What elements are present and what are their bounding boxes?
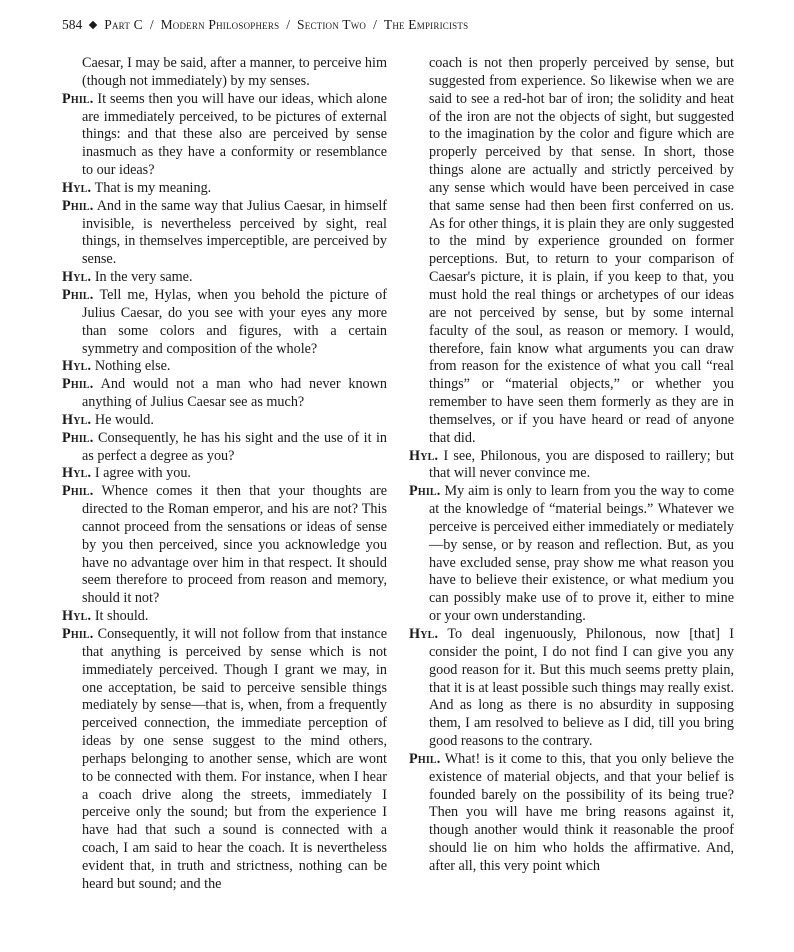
dialogue-text: Whence comes it then that your thoughts are directed to the Roman emperor, and his are not? This cannot proceed from the sensations or ideas of sense by you then perceived, since you acknowledge you have no advantage over him in that respect. It should seem therefore to proceed from reason and memory, should it not?	[82, 483, 388, 607]
speaker-label: Phil.	[62, 429, 94, 446]
dialogue-text: It should.	[94, 608, 149, 625]
header-part: Part C	[104, 17, 143, 32]
dialogue-paragraph	[62, 376, 387, 412]
header-separator: /	[149, 17, 154, 32]
header-section: Section Two	[297, 17, 367, 32]
dialogue-paragraph	[409, 626, 734, 751]
dialogue-paragraph	[409, 483, 734, 626]
dialogue-text: He would.	[94, 411, 154, 428]
dialogue-paragraph	[62, 91, 387, 180]
dialogue-text: And in the same way that Julius Caesar, in himself invisible, is nevertheless perceived by sight, real things, in themselves imperceptible, are perceived by sense.	[82, 197, 387, 268]
dialogue-paragraph	[409, 448, 734, 484]
speaker-label: Hyl.	[62, 179, 92, 196]
dialogue-paragraph	[62, 412, 387, 430]
dialogue-paragraph	[62, 465, 387, 483]
speaker-label: Hyl.	[62, 608, 92, 625]
speaker-label: Phil.	[62, 197, 94, 214]
dialogue-text: To deal ingenuously, Philonous, now [that] I consider the point, I do not find I can give you any good reason for it. But this much seems pretty plain, that it is at least possible such things may really exist. And as long as there is no absurdity in supposing them, I am resolved to believe as I did, till you bring good reasons to the contrary.	[429, 626, 734, 750]
left-column	[62, 55, 387, 894]
right-column	[409, 55, 734, 876]
speaker-label: Hyl.	[62, 465, 92, 482]
dialogue-text: It seems then you will have our ideas, which alone are immediately perceived, to be pictures of external things: and that these also are perceived by sense inasmuch as they have a conformity or resemblance to our ideas?	[82, 90, 388, 179]
header-separator: /	[286, 17, 291, 32]
dialogue-paragraph	[62, 55, 387, 91]
dialogue-text: Consequently, he has his sight and the use of it in as perfect a degree as you?	[82, 429, 388, 464]
dialogue-paragraph	[409, 55, 734, 448]
dialogue-paragraph	[62, 198, 387, 269]
dialogue-paragraph	[62, 626, 387, 894]
speaker-label: Phil.	[62, 286, 94, 303]
speaker-label: Phil.	[62, 626, 94, 642]
speaker-label: Hyl.	[62, 411, 92, 428]
header-separator: /	[373, 17, 377, 32]
dialogue-paragraph	[62, 287, 387, 358]
running-header	[62, 16, 742, 34]
dialogue-text: That is my meaning.	[94, 179, 212, 196]
speaker-label: Hyl.	[409, 626, 439, 642]
dialogue-text: Nothing else.	[94, 358, 171, 375]
header-book: Modern Philosophers	[160, 17, 280, 32]
diamond-icon	[89, 21, 97, 29]
dialogue-paragraph	[62, 269, 387, 287]
speaker-label: Hyl.	[62, 358, 92, 375]
speaker-label: Phil.	[62, 90, 94, 107]
dialogue-paragraph	[62, 430, 387, 466]
dialogue-paragraph	[62, 358, 387, 376]
speaker-label: Phil.	[62, 376, 94, 393]
dialogue-text: My aim is only to learn from you the way to come at the knowledge of “material beings.” Whatever we perceive is perceived either immediately or mediately—by sense, or by reason and reflection. But, as you have excluded sense, pray show me what reason you have to believe their existence, or what medium you can possibly make use of to prove it, either to mine or your own understanding.	[429, 483, 734, 625]
speaker-label: Phil.	[409, 483, 441, 500]
dialogue-text: In the very same.	[94, 269, 193, 286]
speaker-label: Phil.	[409, 750, 441, 767]
speaker-label: Hyl.	[62, 269, 92, 286]
dialogue-text: Tell me, Hylas, when you behold the picture of Julius Caesar, do you see with your eyes any more than some colors and figures, with a certain symmetry and composition of the whole?	[82, 286, 387, 357]
dialogue-paragraph	[62, 483, 387, 608]
dialogue-paragraph	[62, 180, 387, 198]
dialogue-paragraph	[62, 608, 387, 626]
speaker-label: Hyl.	[409, 447, 439, 464]
dialogue-text: I agree with you.	[94, 465, 191, 482]
dialogue-text: coach is not then properly perceived by sense, but suggested from experience. So likewise when we are said to see a red-hot bar of iron; the solidity and heat of the iron are not the objects of sight, but suggested to the imagination by the color and figure which are properly perceived by that sense. In short, those things alone are actually and strictly perceived by any sense which would have been perceived in case that same sense had then been first conferred on us. As for other things, it is plain they are only suggested to the mind by experience grounded on former perceptions. But, to return to your comparison of Caesar's picture, it is plain, if you keep to that, you must hold the real things or archetypes of our ideas are not perceived by sense, but by some internal faculty of the soul, as reason or memory. I would, therefore, fain know what arguments you can draw from reason for the existence of what you call “real things” or “material objects,” or whether you remember to have seen them formerly as they are in themselves, or if you have heard or read of anyone that did.	[429, 55, 734, 446]
dialogue-text: Caesar, I may be said, after a manner, to perceive him (though not immediately) by my senses.	[82, 55, 387, 89]
dialogue-text: And would not a man who had never known anything of Julius Caesar see as much?	[82, 376, 387, 411]
dialogue-paragraph	[409, 751, 734, 876]
header-chapter: The Empiricists	[383, 17, 469, 32]
dialogue-text: What! is it come to this, that you only believe the existence of material objects, and that your belief is founded barely on the possibility of its being true? Then you will have me bring reasons against it, though another would think it reasonable the proof should lie on him who holds the affirmative. And, after all, this very point which	[429, 750, 734, 874]
dialogue-text: I see, Philonous, you are disposed to raillery; but that will never convince me.	[429, 447, 734, 482]
dialogue-text: Consequently, it will not follow from that instance that anything is perceived by sense which is not immediately perceived. Though I grant we may, in one acceptation, be said to perceive sensible things mediately by sense—that is, when, from a frequently perceived connection, the immediate perception of ideas by one sense suggest to the mind others, perhaps belonging to another sense, which are wont to be connected with them. For instance, when I hear a coach drive along the streets, immediately I perceive only the sound; but from the experience I have had that such a sound is connected with a coach, I am said to hear the coach. It is nevertheless evident that, in truth and strictness, nothing can be heard but sound; and the	[82, 626, 387, 892]
speaker-label: Phil.	[62, 483, 94, 500]
page-number: 584	[62, 17, 83, 32]
